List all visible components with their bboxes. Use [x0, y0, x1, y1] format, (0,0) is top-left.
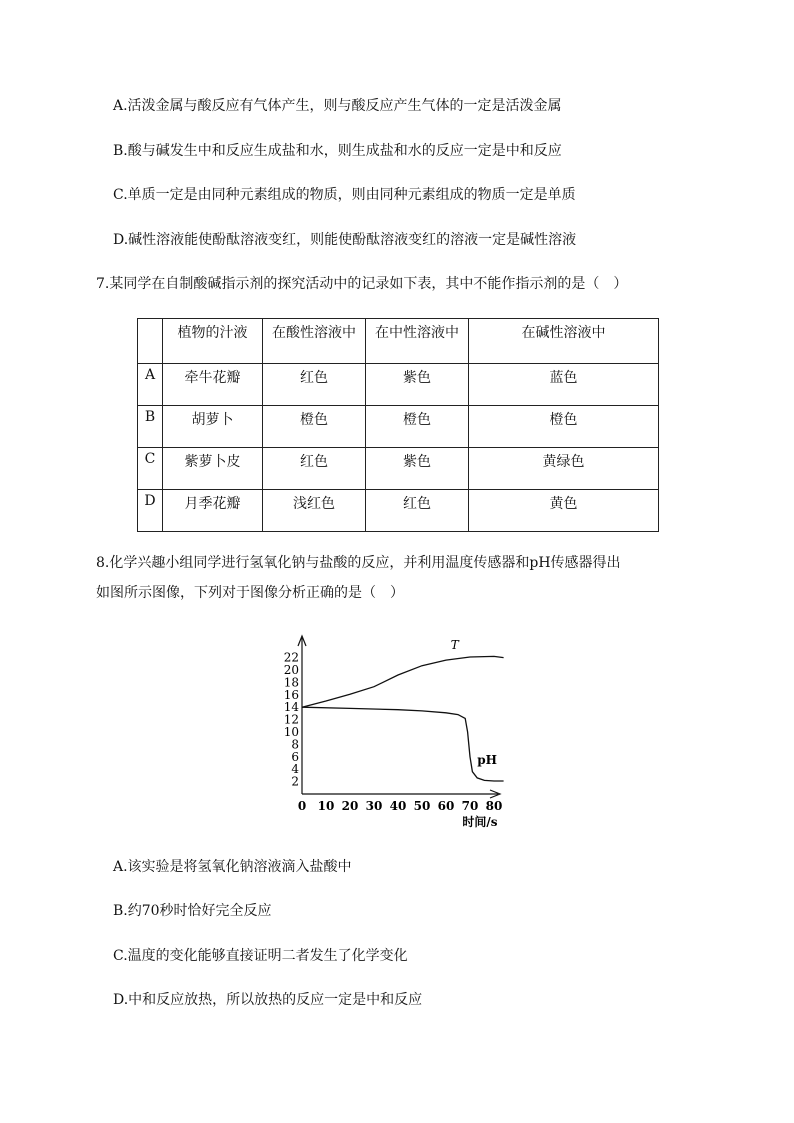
table-cell: 牵牛花瓣: [163, 364, 263, 406]
y-tick-label: 14: [283, 700, 299, 715]
y-tick-label: 2: [291, 774, 299, 789]
series-label-ph: pH: [477, 753, 497, 768]
x-tick-label: 20: [341, 799, 359, 813]
y-tick-label: 10: [283, 725, 299, 739]
series-label-t: T: [450, 637, 459, 652]
q8-option-c: C.温度的变化能够直接证明二者发生了化学变化: [113, 948, 408, 964]
series-line-ph: [302, 707, 504, 781]
table-cell: 红色: [263, 364, 366, 406]
q7-stem: 7.某同学在自制酸碱指示剂的探究活动中的记录如下表，其中不能作指示剂的是（ ）: [96, 276, 628, 292]
table-header-row: [138, 319, 659, 364]
x-tick-label: 80: [485, 799, 503, 813]
table-cell: 橙色: [469, 406, 659, 448]
y-tick-label: 18: [283, 675, 299, 690]
table-cell: 紫萝卜皮: [163, 448, 263, 490]
table-cell: D: [138, 490, 163, 532]
q8-stem-line1: 8.化学兴趣小组同学进行氢氧化钠与盐酸的反应，并利用温度传感器和pH传感器得出: [96, 555, 621, 571]
table-cell: 橙色: [263, 406, 366, 448]
table-cell: 紫色: [366, 364, 469, 406]
y-tick-label: 16: [283, 687, 299, 702]
x-tick-label: 30: [365, 799, 383, 813]
table-cell: 紫色: [366, 448, 469, 490]
table-row: [138, 406, 659, 448]
table-cell: 黄色: [469, 490, 659, 532]
q8-option-a: A.该实验是将氢氧化钠溶液滴入盐酸中: [113, 859, 352, 875]
table-cell: 在碱性溶液中: [469, 319, 659, 364]
x-tick-label: 50: [413, 799, 431, 813]
x-tick-label: 40: [389, 799, 407, 813]
series-line-t: [302, 656, 504, 707]
q6-option-d: D.碱性溶液能使酚酞溶液变红，则能使酚酞溶液变红的溶液一定是碱性溶液: [113, 232, 577, 248]
table-cell: 在酸性溶液中: [263, 319, 366, 364]
table-cell: 月季花瓣: [163, 490, 263, 532]
table-cell: 浅红色: [263, 490, 366, 532]
y-tick-label: 20: [283, 663, 299, 677]
table-cell: 蓝色: [469, 364, 659, 406]
y-tick-label: 8: [291, 737, 299, 752]
y-tick-label: 6: [291, 749, 299, 764]
x-tick-label: 70: [461, 799, 479, 813]
q8-option-b: B.约70秒时恰好完全反应: [113, 903, 272, 919]
q8-option-d: D.中和反应放热，所以放热的反应一定是中和反应: [113, 992, 423, 1008]
y-tick-label: 12: [283, 712, 299, 727]
q6-option-a: A.活泼金属与酸反应有气体产生，则与酸反应产生气体的一定是活泼金属: [113, 98, 562, 114]
x-tick-label: 0: [297, 799, 307, 813]
table-cell: 黄绿色: [469, 448, 659, 490]
table-cell: C: [138, 448, 163, 490]
q6-option-b: B.酸与碱发生中和反应生成盐和水，则生成盐和水的反应一定是中和反应: [113, 143, 562, 159]
table-row: [138, 448, 659, 490]
table-cell: B: [138, 406, 163, 448]
x-tick-label: 60: [437, 799, 455, 813]
table-row: [138, 490, 659, 532]
table-cell: 胡萝卜: [163, 406, 263, 448]
q8-stem-line2: 如图所示图像，下列对于图像分析正确的是（ ）: [96, 585, 404, 601]
table-cell: 植物的汁液: [163, 319, 263, 364]
table-cell: 红色: [366, 490, 469, 532]
q7-indicator-table: [137, 318, 659, 532]
table-cell: [138, 319, 163, 364]
q8-temperature-ph-chart: [270, 628, 520, 838]
table-cell: 在中性溶液中: [366, 319, 469, 364]
x-axis-label: 时间/s: [462, 815, 498, 829]
x-tick-label: 10: [317, 799, 335, 813]
chart-axes: [298, 636, 500, 798]
table-cell: 橙色: [366, 406, 469, 448]
q6-option-c: C.单质一定是由同种元素组成的物质，则由同种元素组成的物质一定是单质: [113, 187, 576, 203]
y-tick-label: 22: [283, 650, 299, 665]
y-tick-label: 4: [291, 762, 299, 777]
table-cell: A: [138, 364, 163, 406]
table-cell: 红色: [263, 448, 366, 490]
table-row: [138, 364, 659, 406]
